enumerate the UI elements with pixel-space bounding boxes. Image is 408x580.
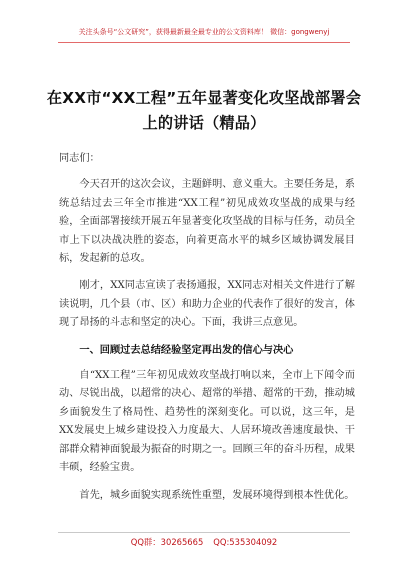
header-banner: 关注头条号“公文研究”，获得最新最全最专业的公文资料库！ 微信：gongwenyj — [78, 28, 330, 36]
footer-qq: QQ:535304092 — [213, 537, 278, 547]
salutation: 同志们： — [59, 153, 100, 164]
header-divider — [58, 42, 350, 43]
body-paragraph: 刚才，XX同志宣读了表扬通报，XX同志对相关文件进行了解读说明，几个县（市、区）和助力企业的代表作了很好的发言，体现了昂扬的斗志和坚定的决心。下面，我讲三点意见。 — [59, 280, 355, 329]
body-paragraph: 首先，城乡面貌实现系统性重塑，发展环境得到根本性优化。 — [79, 489, 355, 501]
document-body — [59, 150, 355, 505]
document-title: 在XX市“XX工程”五年显著变化攻坚战部署会上的讲话（精品） — [46, 89, 362, 132]
body-paragraph: 今天召开的这次会议，主题鲜明、意义重大。主要任务是，系统总结过去三年全市推进“XX工程”初见成效攻坚战的成果与经验，全面部署接续开展五年显著变化攻坚战的目标与任务，动员全市上下以决战决胜的姿态，向着更高水平的城乡区域协调发展目标，发起新的总攻。 — [59, 179, 355, 265]
footer-divider — [58, 532, 350, 533]
section-heading: 一、回顾过去总结经验坚定再出发的信心与决心 — [79, 344, 294, 356]
footer-qq-group: QQ群：30265665 — [130, 537, 204, 547]
footer — [0, 536, 408, 548]
body-paragraph: 自“XX工程”三年初见成效攻坚战打响以来，全市上下闻令而动、尽锐出战，以超常的决心、超常的举措、超常的干劲，推动城乡面貌发生了格局性、趋势性的深刻变化。可以说，这三年，是XX发展史上城乡建设投入力度最大、人居环境改善速度最快、干部群众精神面貌最为振奋的时期之一。回顾三年的奋斗历程，成果丰硕，经验宝贵。 — [59, 370, 355, 474]
